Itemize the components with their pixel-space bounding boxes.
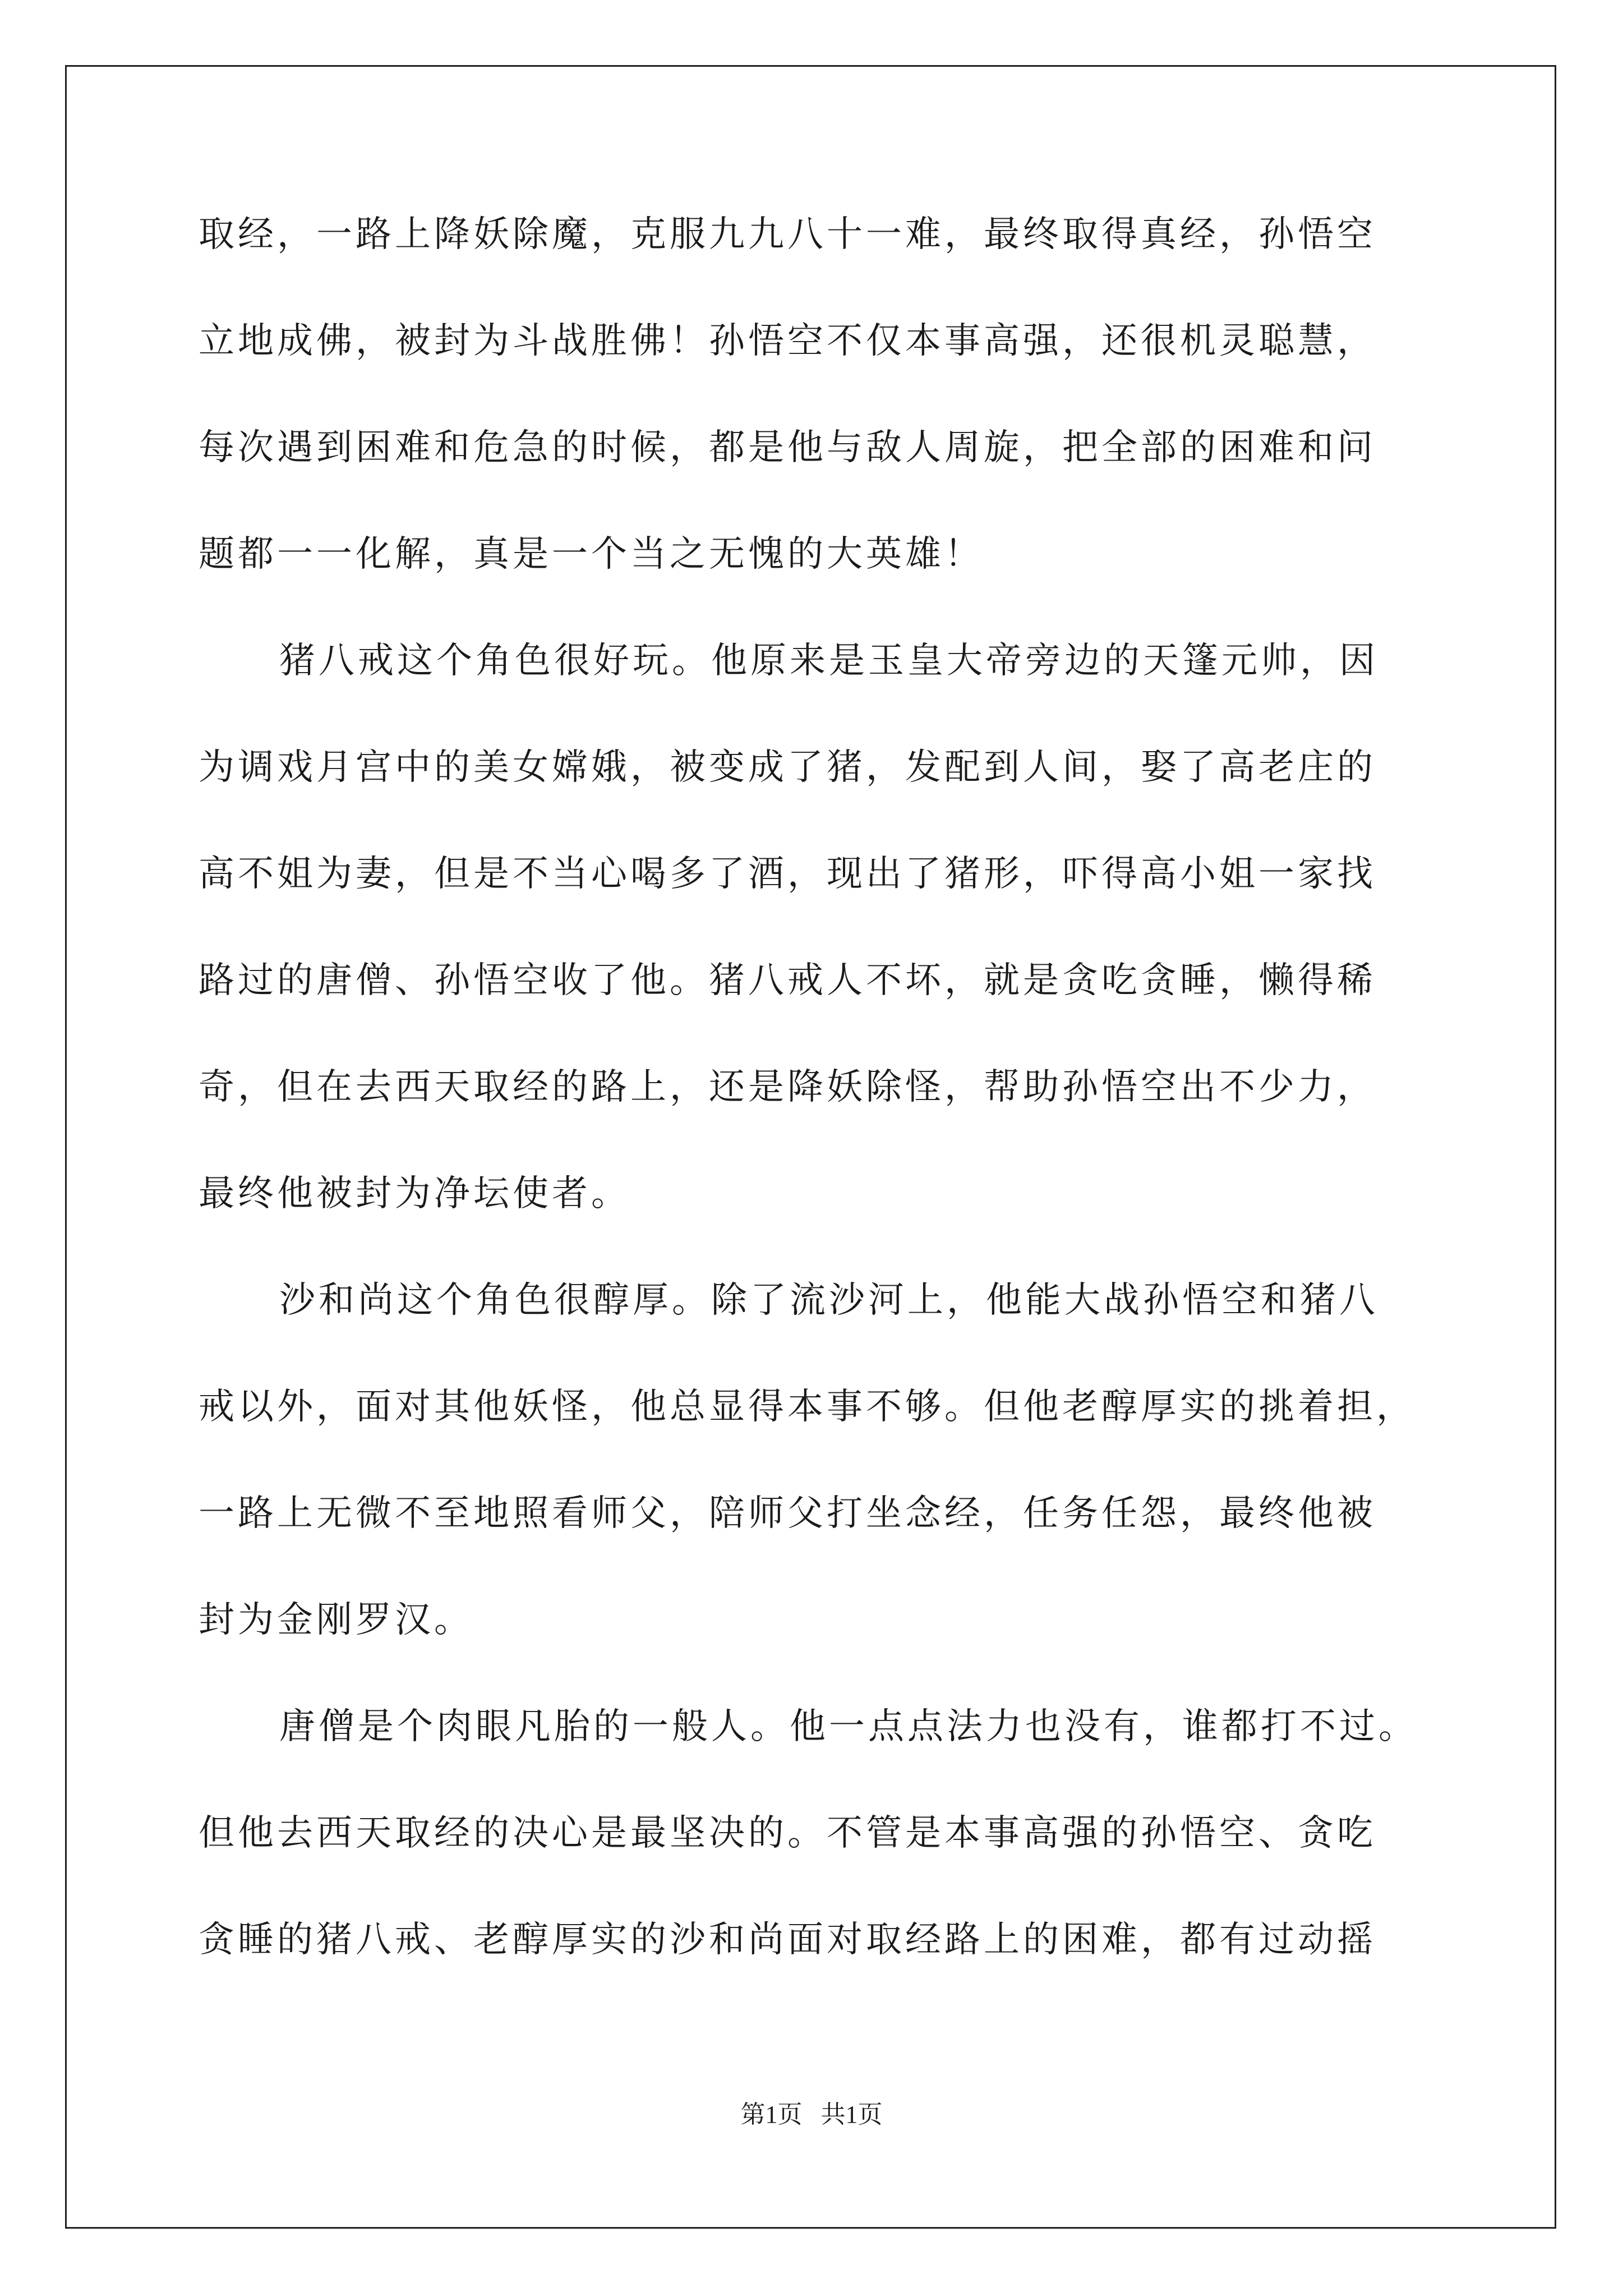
document-body: [199, 214, 1432, 2028]
text-line: 戒以外，面对其他妖怪，他总显得本事不够。但他老醇厚实的挑着担，: [199, 1386, 1415, 1428]
text-line: 一路上无微不至地照看师父，陪师父打坐念经，任务任怨，最终他被: [199, 1493, 1376, 1534]
text-line: 路过的唐僧、孙悟空收了他。猪八戒人不坏，就是贪吃贪睡，懒得稀: [199, 960, 1376, 1001]
page-number-footer: 第1页 共1页: [740, 2101, 883, 2128]
text-line: 高不姐为妻，但是不当心喝多了酒，现出了猪形，吓得高小姐一家找: [199, 853, 1376, 895]
text-line: 每次遇到困难和危急的时候，都是他与敌人周旋，把全部的困难和问: [199, 427, 1376, 468]
text-line: 奇，但在去西天取经的路上，还是降妖除怪，帮助孙悟空出不少力，: [199, 1066, 1376, 1108]
text-line: 最终他被封为净坛使者。: [199, 1173, 630, 1214]
text-line: 取经，一路上降妖除魔，克服九九八十一难，最终取得真经，孙悟空: [199, 214, 1376, 255]
text-line: 立地成佛，被封为斗战胜佛！孙悟空不仅本事高强，还很机灵聪慧，: [199, 320, 1376, 362]
paragraph-first-line: 沙和尚这个角色很醇厚。除了流沙河上，他能大战孙悟空和猪八: [279, 1280, 1378, 1321]
paragraph-first-line: 猪八戒这个角色很好玩。他原来是玉皇大帝旁边的天篷元帅，因: [279, 640, 1378, 682]
text-line: 贪睡的猪八戒、老醇厚实的沙和尚面对取经路上的困难，都有过动摇: [199, 1919, 1376, 1961]
text-line: 封为金刚罗汉。: [199, 1599, 473, 1641]
text-line: 题都一一化解，真是一个当之无愧的大英雄！: [199, 533, 984, 575]
paragraph-first-line: 唐僧是个肉眼凡胎的一般人。他一点点法力也没有，谁都打不过。: [279, 1706, 1418, 1747]
text-line: 但他去西天取经的决心是最坚决的。不管是本事高强的孙悟空、贪吃: [199, 1812, 1376, 1854]
text-line: 为调戏月宫中的美女嫦娥，被变成了猪，发配到人间，娶了高老庄的: [199, 747, 1376, 788]
